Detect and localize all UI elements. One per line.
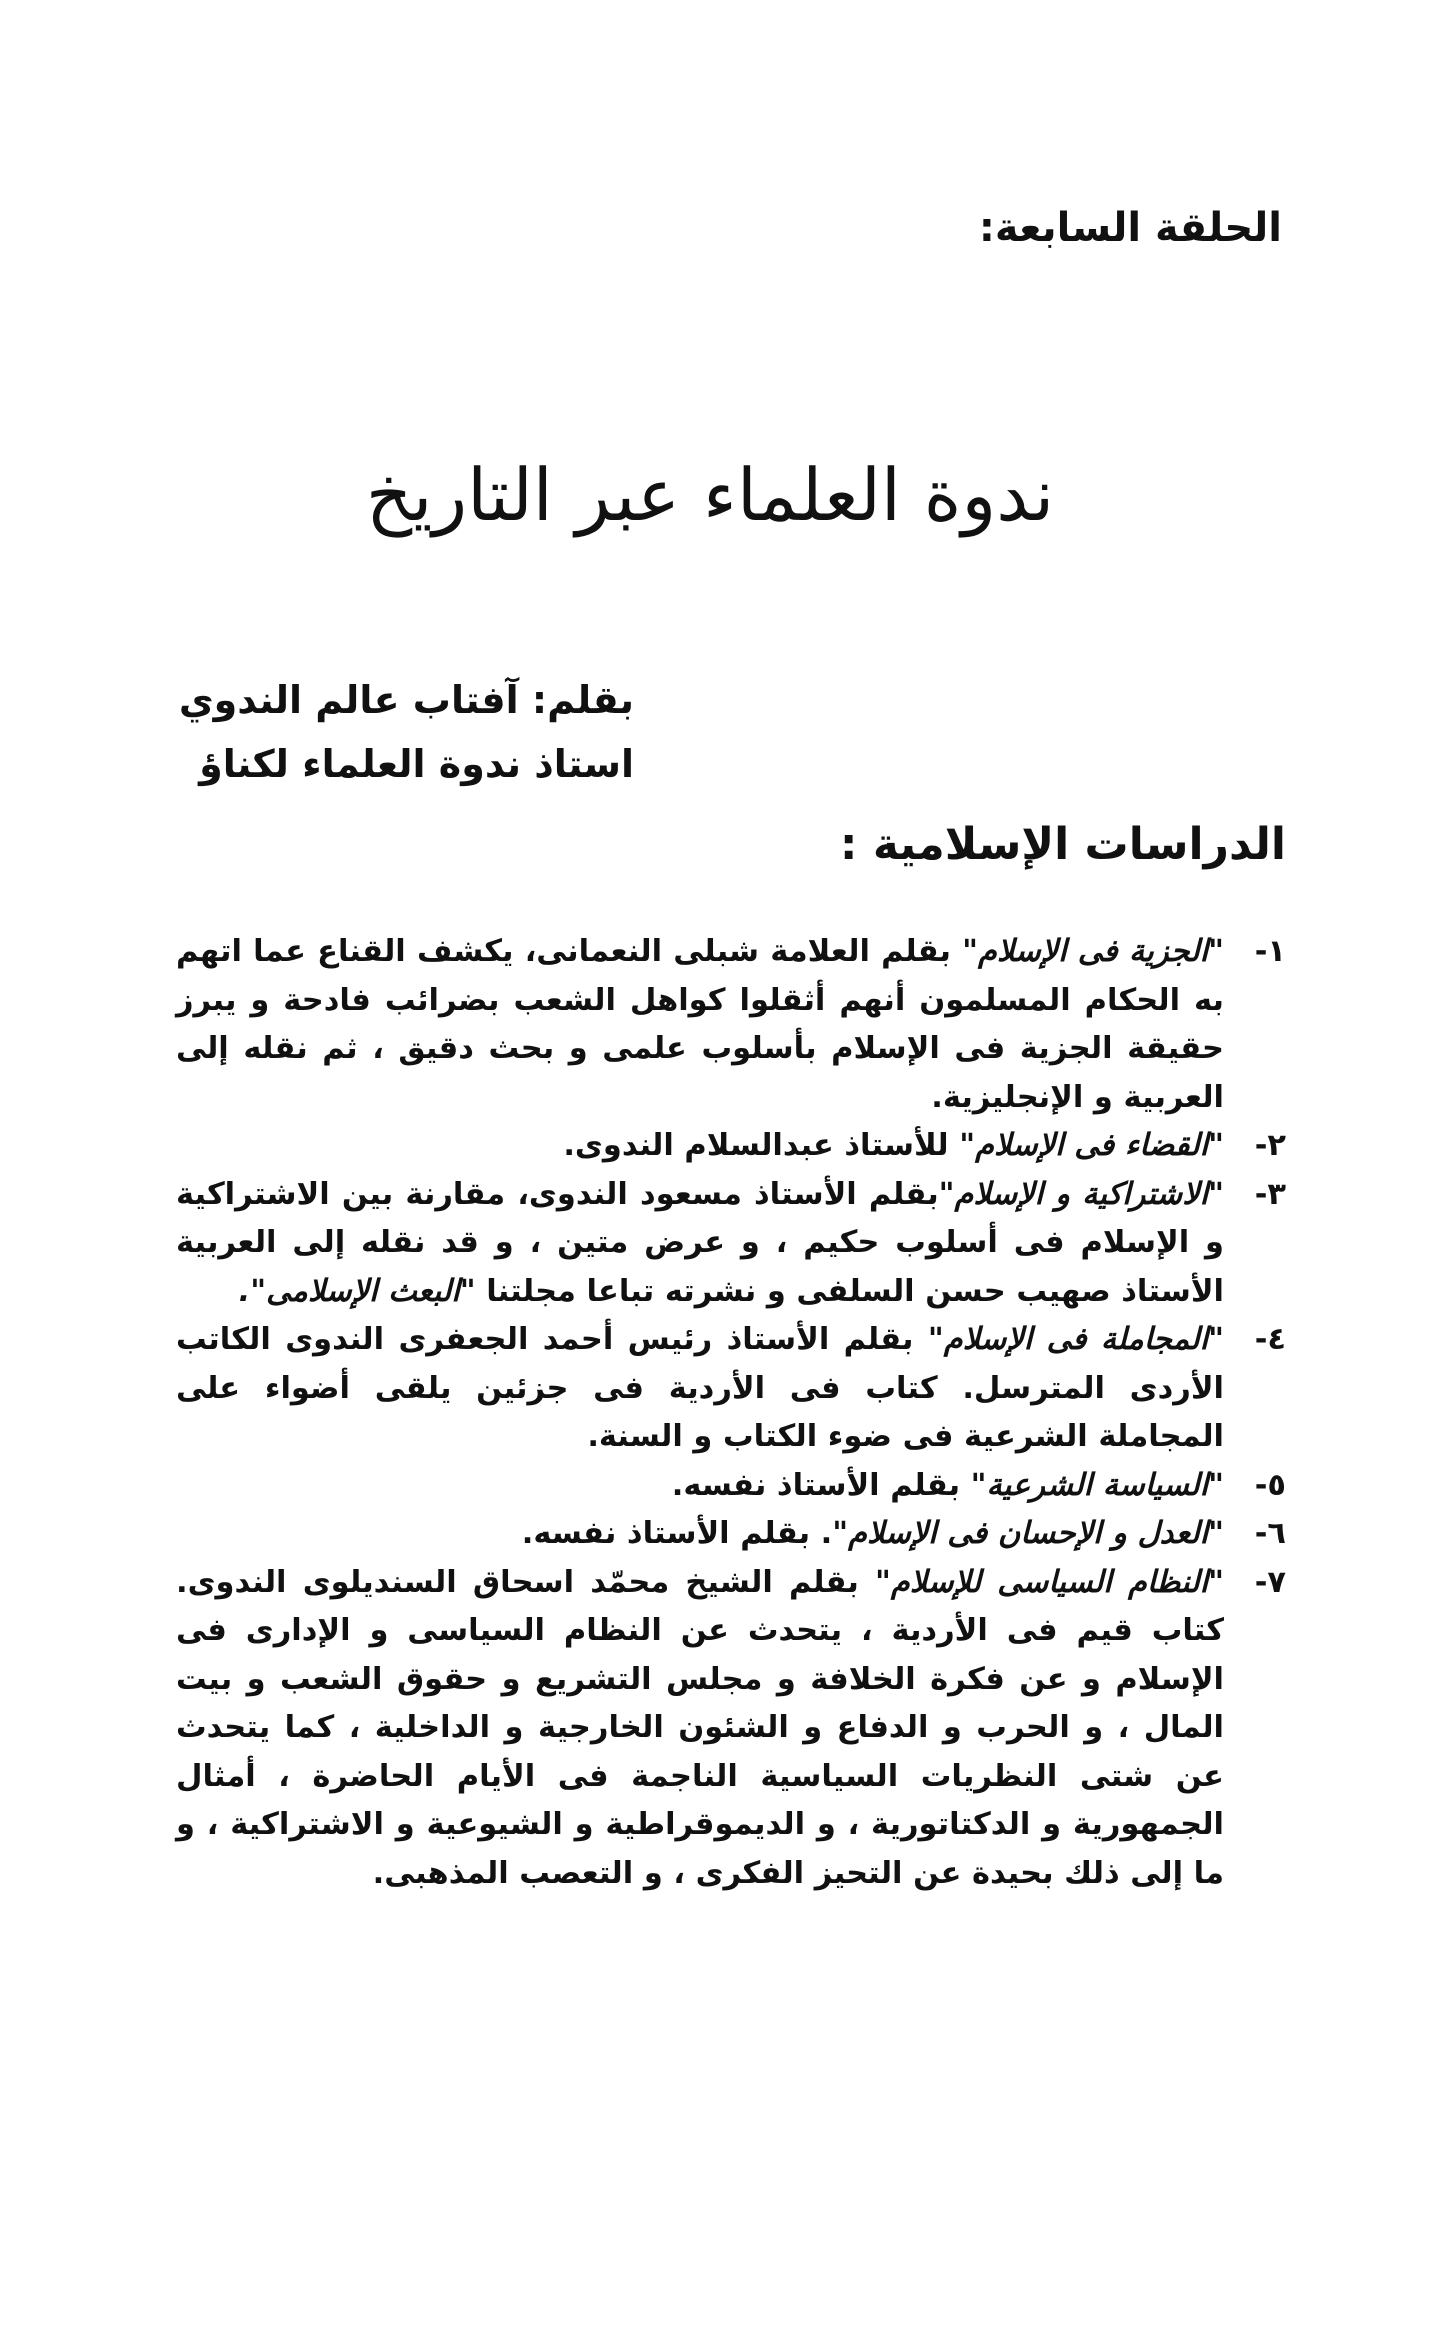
book-title: "النظام السياسى للإسلام"	[875, 1564, 1225, 1600]
item-text: بقلم الأستاذ رئيس أحمد الجعفرى الندوى الكاتب الأردى المترسل. كتاب فى الأردية فى جزئين يلقى أضواء على المجاملة الشرعية فى ضوء الكتاب و السنة.	[176, 1322, 1224, 1454]
item-text: للأستاذ عبدالسلام الندوى.	[563, 1128, 960, 1163]
list-item	[176, 1462, 1286, 1511]
book-title: "الاشتراكية و الإسلام"	[938, 1176, 1224, 1212]
book-title: "المجاملة فى الإسلام"	[927, 1322, 1224, 1357]
book-title: "الجزية فى الإسلام"	[962, 934, 1224, 969]
book-title: "العدل و الإحسان فى الإسلام"	[832, 1516, 1224, 1551]
item-number: ١-	[1254, 934, 1286, 969]
item-text: بقلم الأستاذ نفسه.	[671, 1467, 971, 1503]
item-text: بقلم الأستاذ مسعود الندوى، مقارنة بين الاشتراكية و الإسلام فى أسلوب حكيم ، و عرض متين ، و قد نقله إلى العربية الأستاذ صهيب حسن السلفى و نشرته تباعا مجلتنا	[176, 1176, 1224, 1309]
list-item	[176, 1316, 1286, 1462]
list-item	[176, 1510, 1286, 1559]
section-heading: الدراسات الإسلامية :	[839, 819, 1286, 870]
list-item	[176, 928, 1286, 1122]
list-item	[176, 1171, 1286, 1317]
book-title: "السياسة الشرعية"	[970, 1467, 1224, 1503]
item-number: ٣-	[1254, 1176, 1286, 1212]
item-number: ٦-	[1254, 1516, 1286, 1551]
item-number: ٢-	[1254, 1128, 1286, 1163]
episode-label: الحلقة السابعة:	[978, 205, 1282, 251]
author-block	[34, 668, 634, 796]
item-text: . بقلم الأستاذ نفسه.	[521, 1516, 833, 1551]
item-text: بقلم العلامة شبلى النعمانى، يكشف القناع عما اتهم به الحكام المسلمون أنهم أثقلوا كواهل الشعب بضرائب فادحة و يبرز حقيقة الجزية فى الإسلام بأسلوب علمى و بحث دقيق ، ثم نقله إلى العربية و الإنجليزية.	[176, 934, 1224, 1115]
author-byline: بقلم: آفتاب عالم الندوي	[178, 678, 634, 722]
magazine-title: "البعث الإسلامى".	[238, 1273, 476, 1309]
list-item	[176, 1122, 1286, 1171]
book-title: "القضاء فى الإسلام"	[959, 1128, 1224, 1163]
item-number: ٤-	[1254, 1322, 1286, 1357]
article-title: ندوة العلماء عبر التاريخ	[365, 453, 1055, 537]
book-list	[176, 928, 1286, 1898]
author-position: استاذ ندوة العلماء لكناؤ	[199, 742, 634, 786]
item-number: ٥-	[1254, 1467, 1286, 1503]
item-number: ٧-	[1254, 1564, 1286, 1600]
item-text: بقلم الشيخ محمّد اسحاق السنديلوى الندوى. كتاب قيم فى الأردية ، يتحدث عن النظام السياسى و الإدارى فى الإسلام و عن فكرة الخلافة و مجلس التشريع و حقوق الشعب و بيت المال ، و الحرب و الدفاع و الشئون الخارجية و الداخلية ، كما يتحدث عن شتى النظريات السياسية الناجمة فى الأيام الحاضرة ، أمثال الجمهورية و الدكتاتورية ، و الديموقراطية و الشيوعية و الاشتراكية ، و ما إلى ذلك بحيدة عن التحيز الفكرى ، و التعصب المذهبى.	[176, 1564, 1224, 1891]
list-item	[176, 1559, 1286, 1899]
